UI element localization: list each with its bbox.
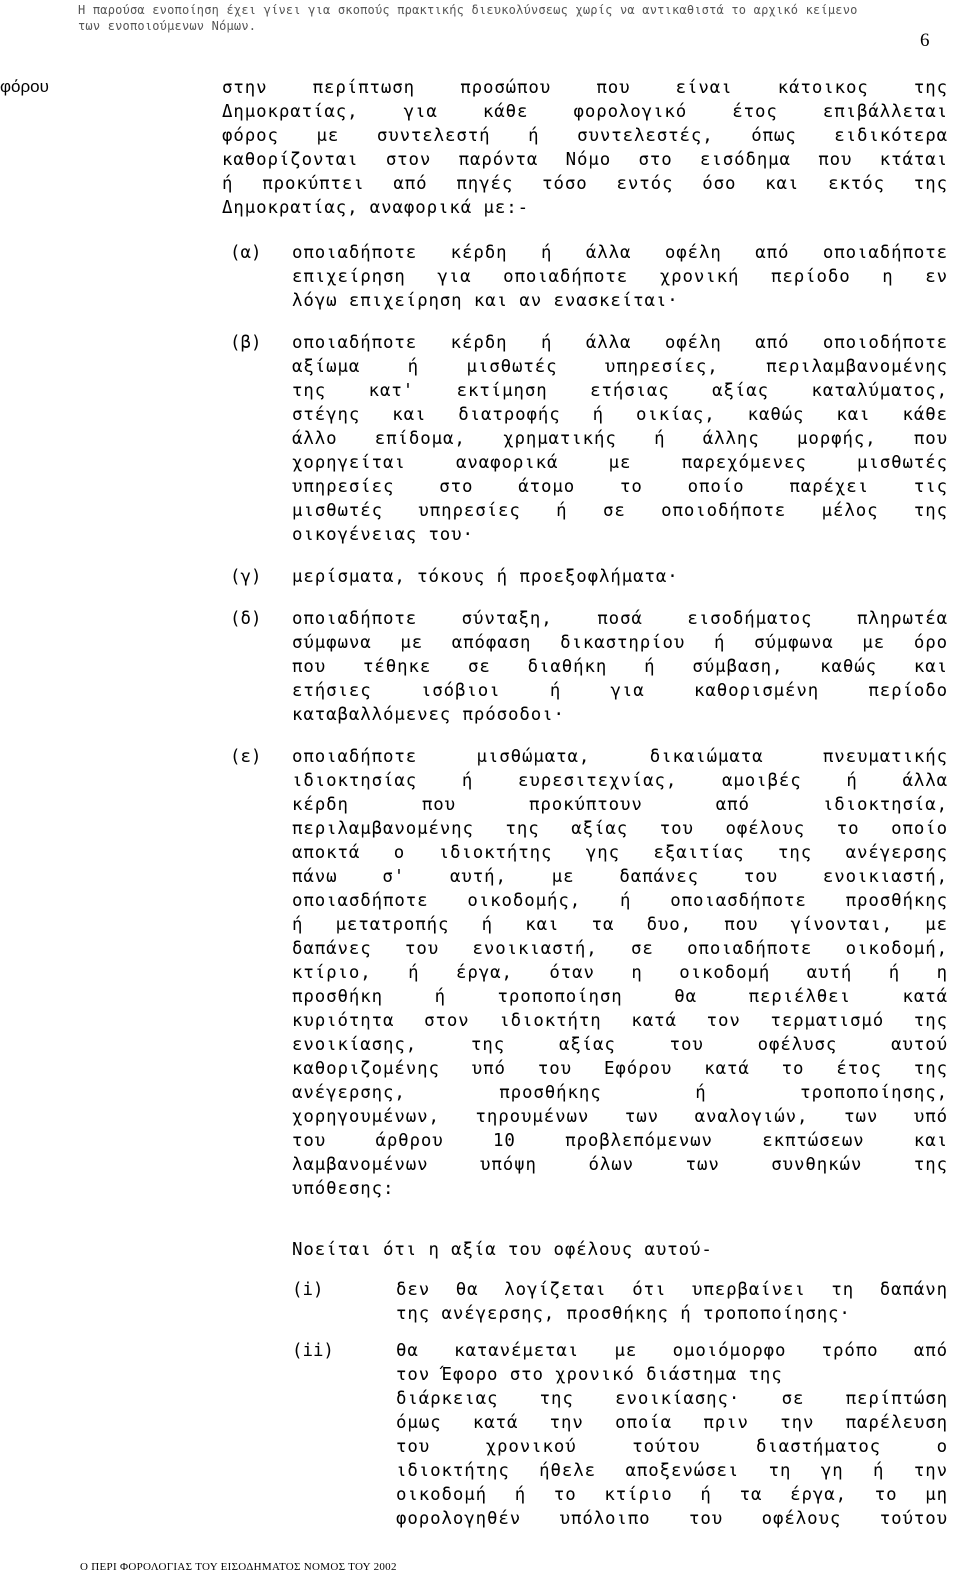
item-line: ιδιοκτησίας ή ευρεσιτεχνίας, αμοιβές ή άλλα (292, 771, 948, 791)
item-line: του άρθρου 10 προβλεπόμενων εκπτώσεων και (292, 1131, 948, 1151)
item-line: μισθωτές υπηρεσίες ή σε οποιοδήποτε μέλος της (292, 501, 948, 521)
item-line: λαμβανομένων υπόψη όλων των συνθηκών της (292, 1155, 948, 1175)
item-line: οποιαδήποτε σύνταξη, ποσά εισοδήματος πληρωτέα (292, 609, 948, 629)
item-line: πάνω σ' αυτή, με δαπάνες του ενοικιαστή, (292, 867, 948, 887)
item-line: στέγης και διατροφής ή οικίας, καθώς και κάθε (292, 405, 948, 425)
item-line: οποιαδήποτε κέρδη ή άλλα οφέλη από οποιαδήποτε (292, 243, 948, 263)
item-line: οποιασδήποτε οικοδομής, ή οποιασδήποτε προσθήκης (292, 891, 948, 911)
subitem-line: φορολογηθέν υπόλοιπο του οφέλους τούτου (396, 1509, 948, 1529)
item-label-a: (α) (230, 243, 262, 263)
item-body-c (292, 565, 948, 589)
item-line: κέρδη που προκύπτουν από ιδιοκτησία, (292, 795, 948, 815)
subitem-body-i (396, 1278, 948, 1326)
item-line: σύμφωνα με απόφαση δικαστηρίου ή σύμφωνα με όρο (292, 633, 948, 653)
item-line: υπόθεσης: (292, 1179, 395, 1199)
item-line: ανέγερσης, προσθήκης ή τροποποίησης, (292, 1083, 948, 1103)
item-line: κυριότητα στον ιδιοκτήτη κατά τον τερματισμό της (292, 1011, 948, 1031)
item-line: χορηγείται αναφορικά με παρεχόμενες μισθωτές (292, 453, 948, 473)
item-line: οποιαδήποτε μισθώματα, δικαιώματα πνευματικής (292, 747, 948, 767)
disclaimer-header: Η παρούσα ενοποίηση έχει γίνει για σκοπούς πρακτικής διευκολύνσεως χωρίς να αντικαθιστά το αρχικό κείμενο των ενοποιούμενων Νόμων. (78, 3, 858, 33)
subitem-label-i: (i) (292, 1280, 324, 1300)
subitem-line: τον Έφορο στο χρονικό διάστημα της (396, 1365, 783, 1385)
subitem-line: θα κατανέμεται με ομοιόμορφο τρόπο από (396, 1341, 948, 1361)
item-line: περιλαμβανομένης της αξίας του οφέλους το οποίο (292, 819, 948, 839)
item-line: υπηρεσίες στο άτομο το οποίο παρέχει τις (292, 477, 948, 497)
item-line: προσθήκη ή τροποποίηση θα περιέλθει κατά (292, 987, 948, 1007)
item-line: χορηγουμένων, τηρουμένων των αναλογιών, των υπό (292, 1107, 948, 1127)
item-line: ενοικίασης, της αξίας του οφέλυσς αυτού (292, 1035, 948, 1055)
item-line: καταβαλλόμενες πρόσοδοι· (292, 705, 565, 725)
item-label-e: (ε) (230, 747, 262, 767)
item-line: καθοριζομένης υπό του Εφόρου κατά το έτος της (292, 1059, 948, 1079)
item-line: αποκτά ο ιδιοκτήτης γης εξαιτίας της ανέγερσης (292, 843, 948, 863)
item-body-e (292, 745, 948, 1201)
intro-line: φόρος με συντελεστή ή συντελεστές, όπως ειδικότερα (222, 126, 948, 146)
item-line: που τέθηκε σε διαθήκη ή σύμβαση, καθώς και (292, 657, 948, 677)
page-number: 6 (920, 30, 930, 51)
item-label-d: (δ) (230, 609, 262, 629)
subitem-line: δεν θα λογίζεται ότι υπερβαίνει τη δαπάνη (396, 1280, 948, 1300)
subitem-label-ii: (ii) (292, 1341, 334, 1361)
intro-line: στην περίπτωση προσώπου που είναι κάτοικος της (222, 78, 948, 98)
item-line: οποιαδήποτε κέρδη ή άλλα οφέλη από οποιοδήποτε (292, 333, 948, 353)
intro-line: Δημοκρατίας, για κάθε φορολογικό έτος επιβάλλεται (222, 102, 948, 122)
subitem-line: ιδιοκτήτης ήθελε αποξενώσει τη γη ή την (396, 1461, 948, 1481)
item-line: της κατ' εκτίμηση ετήσιας αξίας καταλύματος, (292, 381, 948, 401)
subitem-line: διάρκειας της ενοικίασης· σε περίπτώση (396, 1389, 948, 1409)
item-line: δαπάνες του ενοικιαστή, σε οποιαδήποτε οικοδομή, (292, 939, 948, 959)
footer-law-title: Ο ΠΕΡΙ ΦΟΡΟΛΟΓΙΑΣ ΤΟΥ ΕΙΣΟΔΗΜΑΤΟΣ ΝΟΜΟΣ ΤΟΥ 2002 (80, 1561, 397, 1573)
proviso-note: Νοείται ότι η αξία του οφέλους αυτού- (292, 1240, 713, 1260)
margin-note: φόρου (0, 77, 49, 96)
subitem-body-ii (396, 1339, 948, 1531)
item-body-d (292, 607, 948, 727)
item-body-b (292, 331, 948, 547)
item-line: οικογένειας του· (292, 525, 474, 545)
item-line: επιχείρηση για οποιαδήποτε χρονική περίοδο η εν (292, 267, 948, 287)
intro-line: ή προκύπτει από πηγές τόσο εντός όσο και εκτός της (222, 174, 948, 194)
intro-paragraph (222, 76, 948, 220)
item-line: ετήσιες ισόβιοι ή για καθορισμένη περίοδο (292, 681, 948, 701)
item-label-c: (γ) (230, 567, 262, 587)
subitem-line: του χρονικού τούτου διαστήματος ο (396, 1437, 948, 1457)
item-line: λόγω επιχείρηση και αν ενασκείται· (292, 291, 679, 311)
item-label-b: (β) (230, 333, 262, 353)
subitem-line: όμως κατά την οποία πριν την παρέλευση (396, 1413, 948, 1433)
subitem-line: οικοδομή ή το κτίριο ή τα έργα, το μη (396, 1485, 948, 1505)
item-line: ή μετατροπής ή και τα δυο, που γίνονται, με (292, 915, 948, 935)
item-line: μερίσματα, τόκους ή προεξοφλήματα· (292, 567, 679, 587)
intro-line: καθορίζονται στον παρόντα Νόμο στο εισόδημα που κτάται (222, 150, 948, 170)
item-line: κτίριο, ή έργα, όταν η οικοδομή αυτή ή η (292, 963, 948, 983)
intro-line: Δημοκρατίας, αναφορικά με:- (222, 198, 529, 218)
item-line: αξίωμα ή μισθωτές υπηρεσίες, περιλαμβανομένης (292, 357, 948, 377)
item-body-a (292, 241, 948, 313)
item-line: άλλο επίδομα, χρηματικής ή άλλης μορφής, που (292, 429, 948, 449)
subitem-line: της ανέγερσης, προσθήκης ή τροποποίησης· (396, 1304, 851, 1324)
